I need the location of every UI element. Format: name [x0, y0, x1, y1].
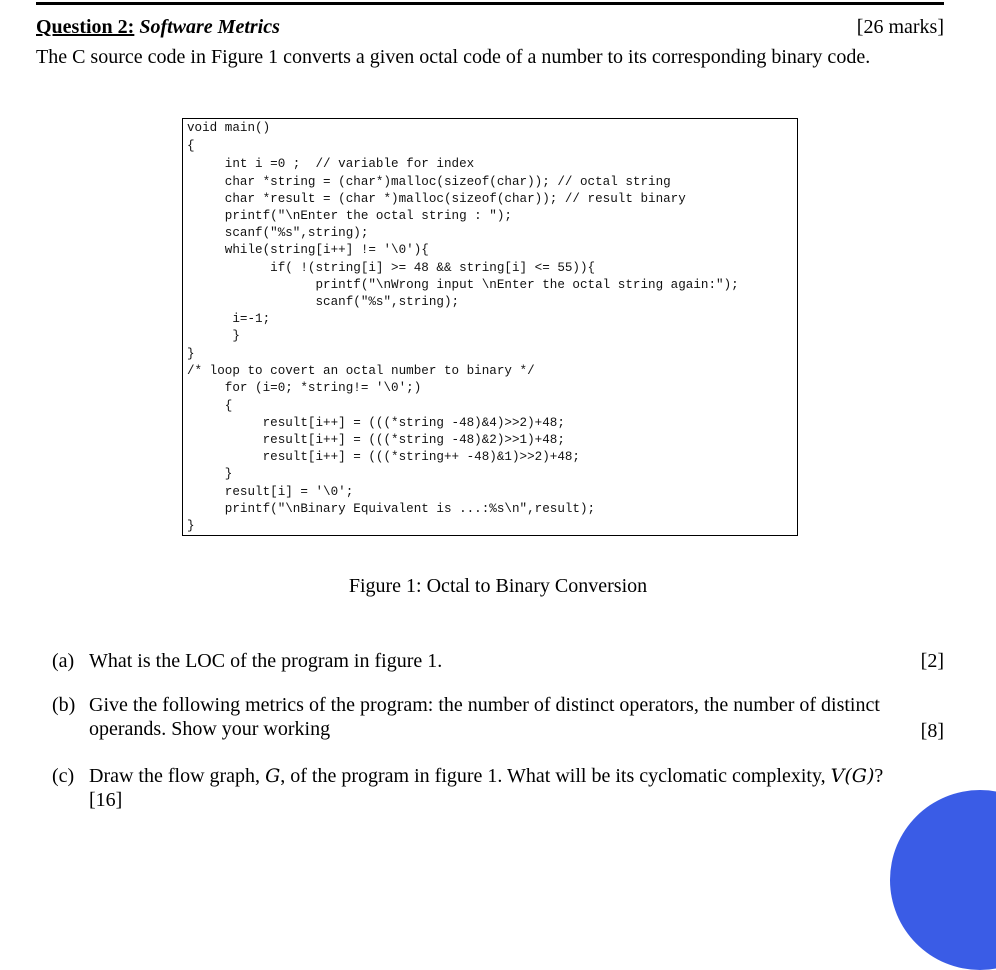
top-rule [36, 2, 944, 5]
code-line: { [187, 139, 195, 153]
question-part-b [52, 693, 944, 743]
math-var-vg: V(G) [830, 765, 875, 787]
code-line: result[i++] = (((*string++ -48)&1)>>2)+48; [187, 450, 580, 464]
question-marks: [26 marks] [856, 16, 944, 38]
code-line: } [187, 519, 195, 533]
part-text-pre: Draw the flow graph, [89, 765, 266, 787]
code-line: if( !(string[i] >= 48 && string[i] <= 55)){ [187, 261, 596, 275]
code-line: char *result = (char *)malloc(sizeof(char)); // result binary [187, 192, 686, 206]
question-part-c [52, 764, 944, 816]
part-label: (a) [52, 650, 75, 672]
question-header [36, 16, 944, 42]
question-part-a [52, 649, 944, 673]
question-intro: The C source code in Figure 1 converts a given octal code of a number to its corresponding binary code. [36, 46, 871, 68]
part-text-line-2: operands. Show your working [89, 718, 331, 740]
question-number: Question 2: [36, 16, 135, 38]
question-topic: Software Metrics [139, 16, 280, 38]
math-var-g: G [265, 765, 281, 787]
part-marks: [8] [920, 720, 944, 742]
code-line: void main() [187, 121, 271, 135]
code-line: char *string = (char*)malloc(sizeof(char)); // octal string [187, 175, 671, 189]
code-line: i=-1; [187, 312, 271, 326]
code-line: /* loop to covert an octal number to binary */ [187, 364, 535, 378]
code-line: printf("\nWrong input \nEnter the octal string again:"); [187, 278, 739, 292]
code-line: } [187, 347, 195, 361]
code-line: } [187, 329, 240, 343]
part-text: What is the LOC of the program in figure 1. [89, 650, 443, 672]
code-line: scanf("%s",string); [187, 226, 369, 240]
code-line: int i =0 ; // variable for index [187, 157, 475, 171]
part-text-mid: , of the program in figure 1. What will be its cyclomatic complexity, [280, 765, 831, 787]
part-marks: [16] [89, 789, 123, 811]
code-line: scanf("%s",string); [187, 295, 460, 309]
code-line: } [187, 467, 233, 481]
code-listing [182, 118, 798, 536]
code-line: result[i++] = (((*string -48)&2)>>1)+48; [187, 433, 565, 447]
code-line: result[i++] = (((*string -48)&4)>>2)+48; [187, 416, 565, 430]
part-text-post: ? [874, 765, 884, 787]
figure-caption: Figure 1: Octal to Binary Conversion [348, 575, 648, 597]
part-marks: [2] [920, 650, 944, 672]
part-label: (b) [52, 694, 76, 716]
part-label: (c) [52, 765, 75, 787]
floating-action-button[interactable] [890, 790, 996, 970]
code-line: result[i] = '\0'; [187, 485, 354, 499]
part-text [89, 764, 944, 788]
code-line: { [187, 399, 233, 413]
question-title [36, 16, 280, 39]
code-line: printf("\nEnter the octal string : "); [187, 209, 512, 223]
part-text-line-1: Give the following metrics of the program: the number of distinct operators, the number of distinct [89, 694, 880, 716]
code-line: printf("\nBinary Equivalent is ...:%s\n",result); [187, 502, 596, 516]
code-line: while(string[i++] != '\0'){ [187, 243, 429, 257]
code-line: for (i=0; *string!= '\0';) [187, 381, 422, 395]
